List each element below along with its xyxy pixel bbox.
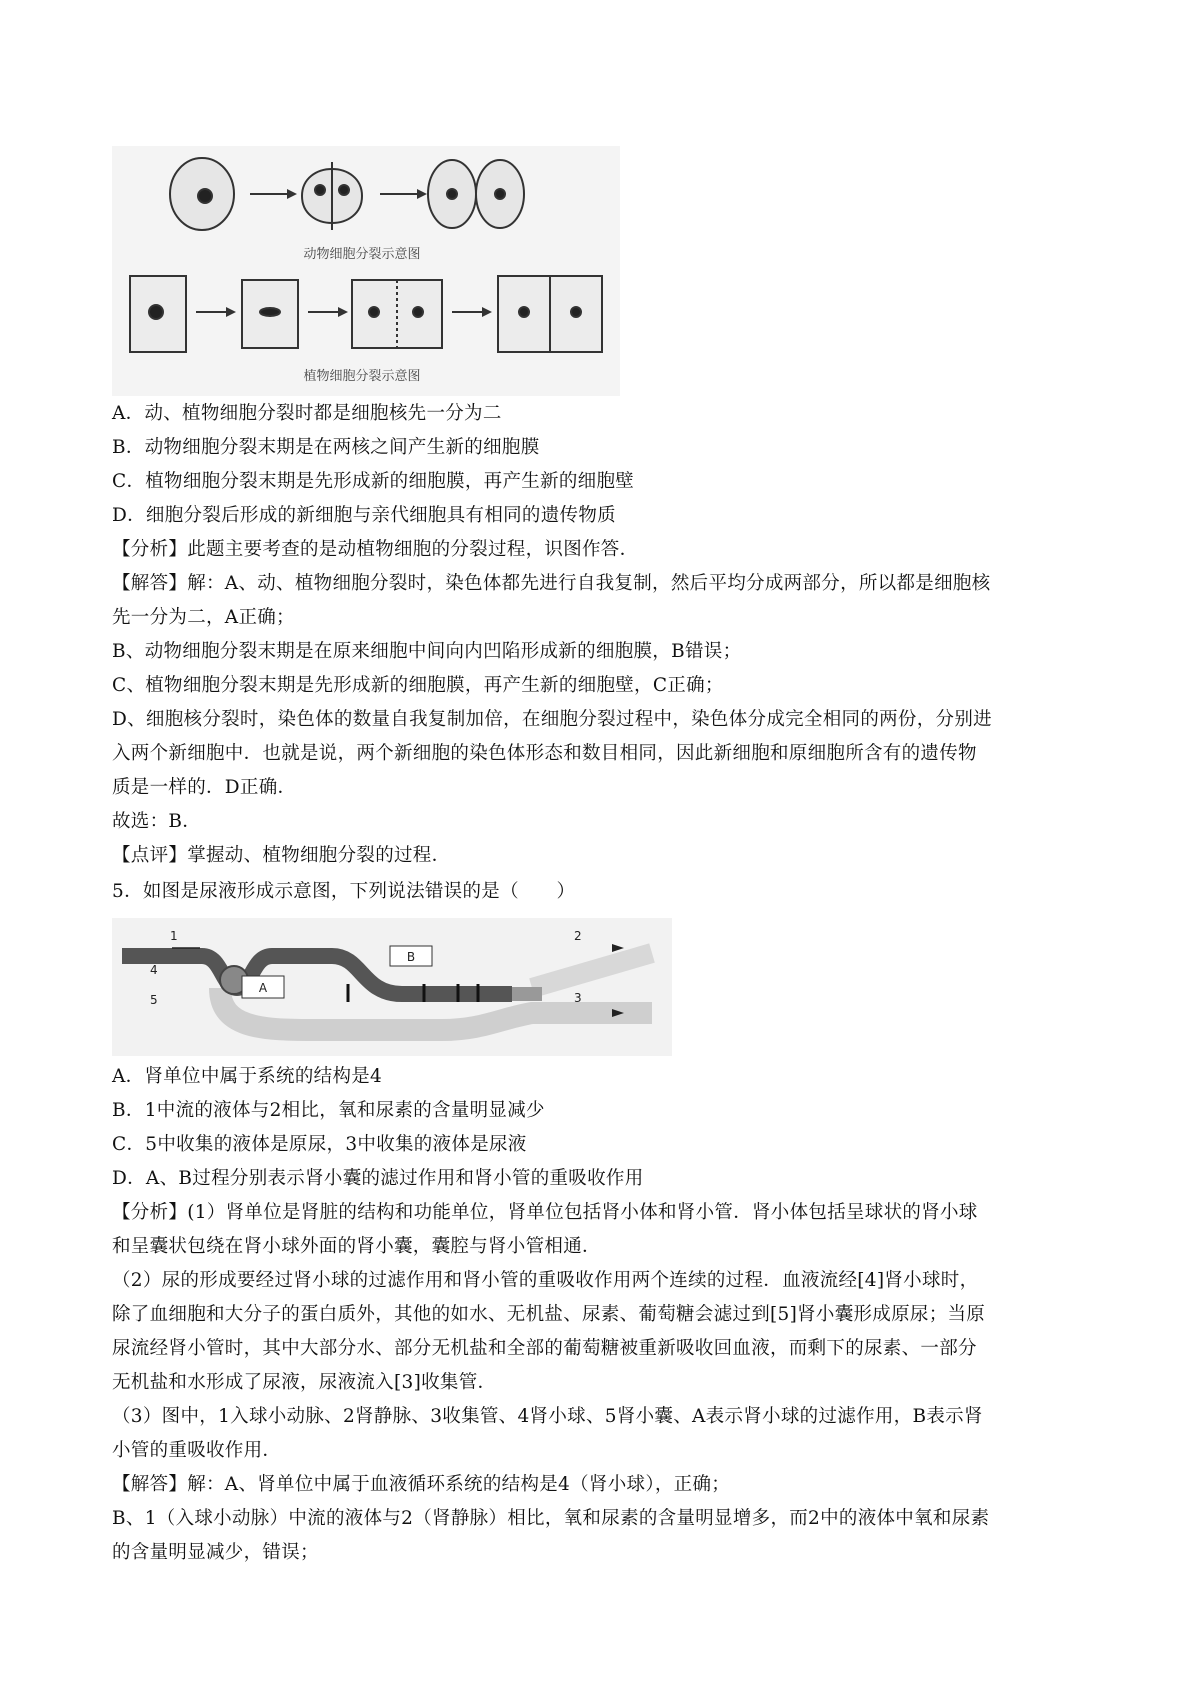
q5-analysis-line: 无机盐和水形成了尿液，尿液流入[3]收集管．: [112, 1372, 497, 1393]
q4-answer-line: B、动物细胞分裂末期是在原来细胞中间向内凹陷形成新的细胞膜，B错误；: [112, 641, 742, 662]
q5-content: [112, 1060, 1122, 1570]
plant-division-caption: 植物细胞分裂示意图: [303, 369, 421, 384]
q4-answer-line: 先一分为二，A正确；: [112, 607, 295, 628]
plant-cell-1: [130, 276, 186, 352]
q4-answer-line: 故选：B．: [112, 811, 202, 832]
animal-cell-1: [170, 158, 234, 230]
plant-cell-3: [352, 280, 442, 348]
q5-analysis-line: 除了血细胞和大分子的蛋白质外，其他的如水、无机盐、尿素、葡萄糖会滤过到[5]肾小囊形成原尿；当原: [112, 1304, 986, 1325]
q5-analysis-line: 尿流经肾小管时，其中大部分水、部分无机盐和全部的葡萄糖被重新吸收回血液，而剩下的尿素、一部分: [112, 1338, 977, 1359]
q5-analysis-line: （3）图中，1入球小动脉、2肾静脉、3收集管、4肾小球、5肾小囊、A表示肾小球的过滤作用，B表示肾: [112, 1406, 983, 1427]
label-1: 1: [170, 929, 178, 943]
q5-stem-block: [112, 875, 1122, 909]
q4-option-d: D．细胞分裂后形成的新细胞与亲代细胞具有相同的遗传物质: [112, 505, 616, 526]
label-2: 2: [574, 929, 582, 943]
q4-comment: 【点评】掌握动、植物细胞分裂的过程．: [112, 845, 451, 866]
label-4: 4: [150, 963, 158, 977]
label-b: B: [406, 950, 416, 964]
q5-stem: 5．如图是尿液形成示意图，下列说法错误的是（ ）: [112, 881, 576, 902]
q5-answer-line: B、1（入球小动脉）中流的液体与2（肾静脉）相比，氧和尿素的含量明显增多，而2中的液体中氧和尿素: [112, 1508, 990, 1529]
q4-content: [112, 397, 1122, 873]
q5-analysis-line: 和呈囊状包绕在肾小球外面的肾小囊，囊腔与肾小管相通．: [112, 1236, 601, 1257]
q4-option-b: B．动物细胞分裂末期是在两核之间产生新的细胞膜: [112, 437, 540, 458]
label-3: 3: [574, 991, 582, 1005]
q4-answer-line: D、细胞核分裂时，染色体的数量自我复制加倍，在细胞分裂过程中，染色体分成完全相同的两份，分别进: [112, 709, 992, 730]
q5-analysis-line: （2）尿的形成要经过肾小球的过滤作用和肾小管的重吸收作用两个连续的过程．血液流经[4]肾小球时，: [112, 1270, 979, 1291]
plant-cell-2: [242, 280, 298, 348]
label-a: A: [258, 981, 268, 995]
q5-analysis-line: 小管的重吸收作用．: [112, 1440, 282, 1461]
q5-answer-line: 的含量明显减少，错误；: [112, 1542, 319, 1563]
q4-answer-line: C、植物细胞分裂末期是先形成新的细胞膜，再产生新的细胞壁，C正确；: [112, 675, 724, 696]
animal-division-caption: 动物细胞分裂示意图: [303, 247, 421, 262]
q5-option-b: B．1中流的液体与2相比，氧和尿素的含量明显减少: [112, 1100, 545, 1121]
cell-division-figure: [112, 146, 620, 396]
q4-answer-line: 质是一样的．D正确．: [112, 777, 297, 798]
q4-option-c: C．植物细胞分裂末期是先形成新的细胞膜，再产生新的细胞壁: [112, 471, 635, 492]
q5-option-c: C．5中收集的液体是原尿，3中收集的液体是尿液: [112, 1134, 527, 1155]
q4-analysis: 【分析】此题主要考查的是动植物细胞的分裂过程，识图作答．: [112, 539, 639, 560]
q5-option-a: A．肾单位中属于系统的结构是4: [112, 1066, 383, 1087]
label-5: 5: [150, 993, 158, 1007]
urine-formation-figure: [112, 918, 672, 1056]
q5-analysis-line: 【分析】(1）肾单位是肾脏的结构和功能单位，肾单位包括肾小体和肾小管．肾小体包括呈球状的肾小球: [112, 1202, 978, 1223]
q5-answer-line: 【解答】解：A、肾单位中属于血液循环系统的结构是4（肾小球），正确；: [112, 1474, 731, 1495]
q5-option-d: D．A、B过程分别表示肾小囊的滤过作用和肾小管的重吸收作用: [112, 1168, 644, 1189]
q4-answer-line: 【解答】解：A、动、植物细胞分裂时，染色体都先进行自我复制，然后平均分成两部分，所以都是细胞核: [112, 573, 991, 594]
plant-cell-4: [498, 276, 602, 352]
q4-answer-line: 入两个新细胞中．也就是说，两个新细胞的染色体形态和数目相同，因此新细胞和原细胞所含有的遗传物: [112, 743, 977, 764]
q4-option-a: A．动、植物细胞分裂时都是细胞核先一分为二: [112, 403, 502, 424]
